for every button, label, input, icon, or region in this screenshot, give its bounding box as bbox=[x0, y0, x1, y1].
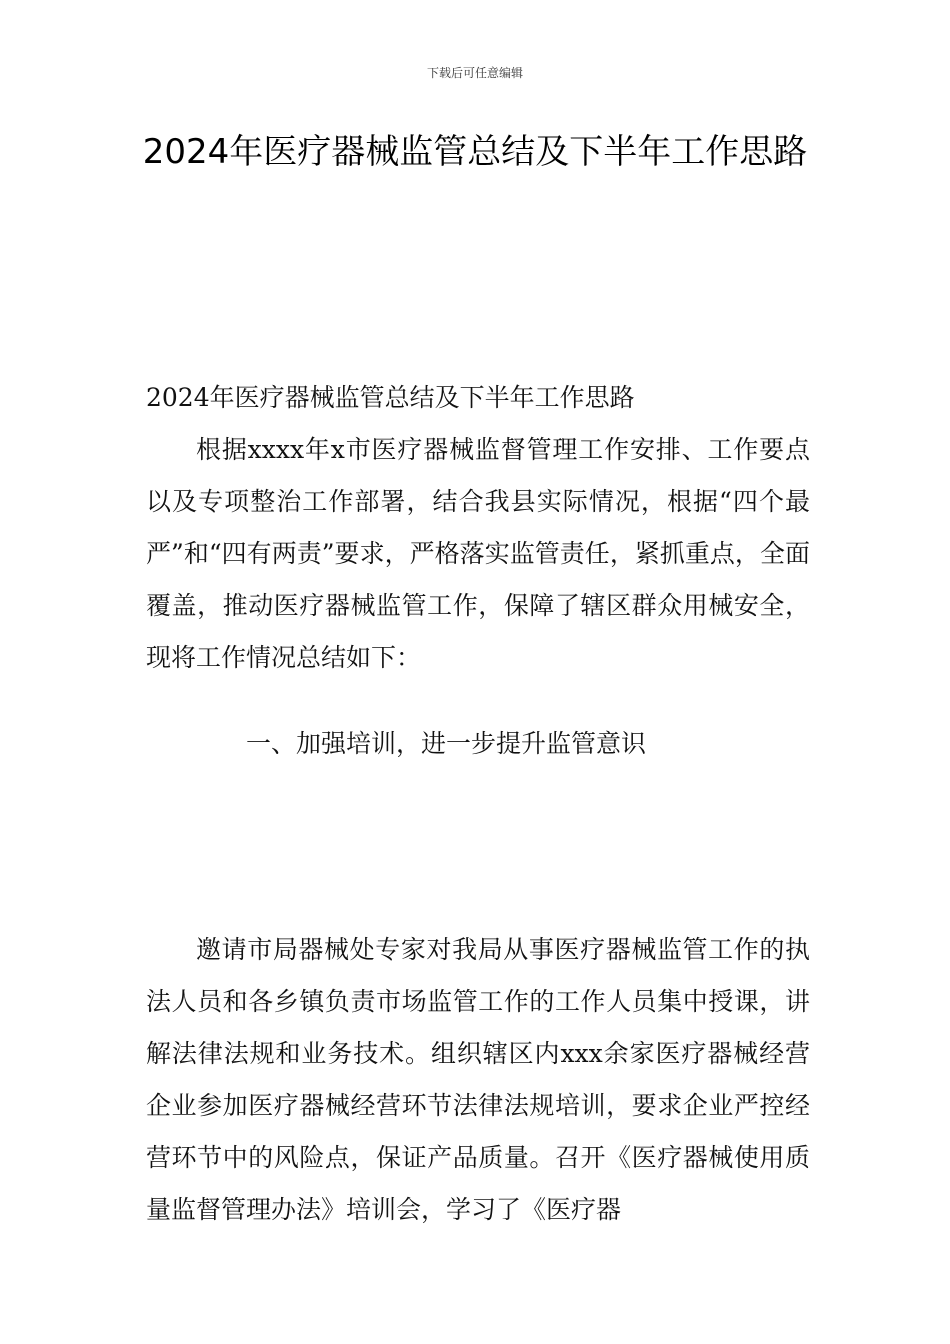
paragraph-intro: 根据xxxx年x市医疗器械监督管理工作安排、工作要点以及专项整治工作部署，结合我县实际情况，根据“四个最严”和“四有两责”要求，严格落实监管责任，紧抓重点，全面覆盖，推动医疗器械监管工作，保障了辖区群众用械安全，现将工作情况总结如下： bbox=[146, 435, 810, 672]
header-note: 下载后可任意编辑 bbox=[426, 66, 523, 80]
section-heading: 一、加强培训，进一步提升监管意识 bbox=[246, 729, 647, 758]
paragraph-training: 邀请市局器械处专家对我局从事医疗器械监管工作的执法人员和各乡镇负责市场监管工作的工作人员集中授课，讲解法律法规和业务技术。组织辖区内xxx余家医疗器械经营企业参加医疗器械经营环节法律法规培训，要求企业严控经营环节中的风险点，保证产品质量。召开《医疗器械使用质量监督管理办法》培训会，学习了《医疗器 bbox=[146, 935, 810, 1224]
document-title: 2024年医疗器械监管总结及下半年工作思路 bbox=[142, 132, 808, 172]
document-subtitle: 2024年医疗器械监管总结及下半年工作思路 bbox=[146, 383, 635, 412]
